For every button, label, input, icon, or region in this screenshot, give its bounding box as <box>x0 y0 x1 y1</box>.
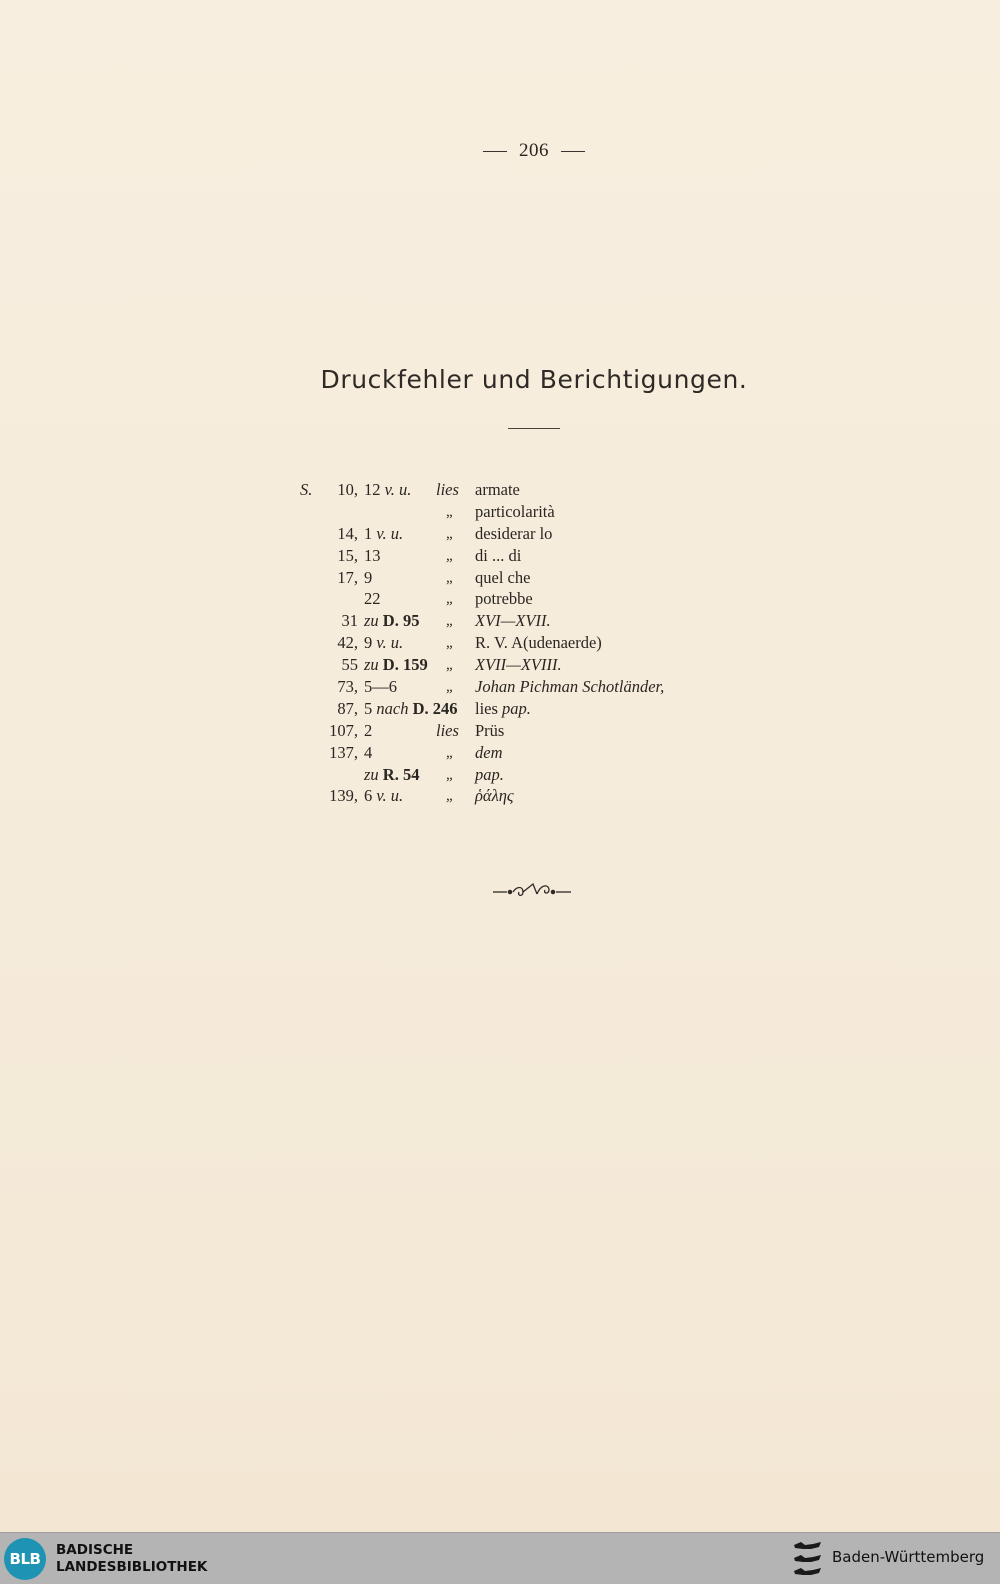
errata-page: 17, <box>337 567 358 587</box>
errata-page: 10, <box>337 480 358 499</box>
errata-fix <box>475 655 562 675</box>
errata-quote: „ <box>446 613 453 630</box>
errata-line-extra: v. u. <box>384 480 412 499</box>
errata-fix <box>475 502 555 522</box>
errata-fix <box>475 524 552 544</box>
errata-fix <box>475 480 520 500</box>
errata-quote: „ <box>446 591 453 608</box>
errata-page: 73, <box>337 677 358 697</box>
footer-bar <box>0 1532 1000 1584</box>
errata-fix-it2: pap. <box>502 698 531 718</box>
errata-fix <box>475 546 521 566</box>
errata-fix <box>475 633 602 653</box>
errata-page: 31 <box>341 611 358 631</box>
errata-line <box>364 655 428 675</box>
errata-fix-it: dem <box>475 742 503 762</box>
errata-fix <box>475 589 533 609</box>
errata-page: 107, <box>329 720 358 740</box>
errata-line: 6 <box>364 786 373 806</box>
page-number: 206 <box>0 140 1000 162</box>
errata-quote: „ <box>446 547 453 564</box>
errata-line-it: zu <box>364 655 379 675</box>
errata-fix-it: ῥάλης <box>475 786 514 806</box>
errata-fix <box>475 568 530 588</box>
errata-pre: S. <box>300 480 313 499</box>
errata-line-extra: v. u. <box>376 786 404 806</box>
errata-line: 5—6 <box>364 677 397 697</box>
errata-fix <box>475 721 504 741</box>
library-name[interactable]: BADISCHE LANDESBIBLIOTHEK <box>56 1542 208 1575</box>
errata-line <box>364 633 403 653</box>
errata-line <box>364 546 381 566</box>
errata-quote: „ <box>446 569 453 586</box>
errata-fix <box>475 743 503 763</box>
errata-fix: particolarità <box>475 501 555 521</box>
errata-quote: „ <box>446 525 453 542</box>
errata-line: 12 <box>364 480 381 499</box>
errata-line: 9 <box>364 567 373 587</box>
errata-line: 5 <box>364 698 373 718</box>
errata-fix <box>475 677 664 697</box>
dash-left <box>483 151 507 152</box>
three-lions-icon[interactable] <box>791 1539 825 1579</box>
errata-line <box>364 743 372 763</box>
ornament-icon <box>493 880 573 902</box>
errata-quote: „ <box>446 788 453 805</box>
errata-line-b: D. 246 <box>412 698 458 718</box>
errata-line: 9 <box>364 633 373 653</box>
errata-quote: „ <box>446 744 453 761</box>
state-name[interactable]: Baden-Württemberg <box>832 1548 985 1566</box>
errata-line-b: D. 95 <box>382 611 420 631</box>
errata-line <box>364 765 419 785</box>
errata-fix <box>475 699 531 719</box>
errata-line-b: R. 54 <box>382 764 420 784</box>
errata-line-it: zu <box>364 611 379 631</box>
errata-line-b: D. 159 <box>382 655 428 675</box>
errata-line <box>364 699 458 719</box>
errata-fix-it: pap. <box>475 764 504 784</box>
title-rule <box>508 428 560 429</box>
errata-page: 42, <box>337 633 358 653</box>
errata-fix <box>475 765 504 785</box>
errata-line-extra: v. u. <box>376 523 404 543</box>
errata-line <box>364 589 381 609</box>
errata-quote: „ <box>446 679 453 696</box>
errata-mark: lies <box>436 720 459 740</box>
errata-line <box>364 786 403 806</box>
errata-fix: potrebbe <box>475 589 533 609</box>
errata-fix: quel che <box>475 567 531 587</box>
errata-fix-it: XVII—XVIII. <box>475 655 562 675</box>
errata-line <box>364 524 403 544</box>
errata-page: 87, <box>337 698 358 718</box>
errata-quote: „ <box>446 503 453 520</box>
errata-page: 137, <box>329 742 358 762</box>
errata-fix <box>475 786 514 806</box>
errata-line-it: zu <box>364 764 379 784</box>
errata-page: 14, <box>337 523 358 543</box>
errata-quote: „ <box>446 635 453 652</box>
errata-fix-it: Johan Pichman Schotländer, <box>475 677 665 697</box>
errata-line-extra: v. u. <box>376 633 404 653</box>
errata-quote: „ <box>446 766 453 783</box>
errata-line <box>364 480 411 500</box>
errata-fix: desiderar lo <box>475 523 553 543</box>
errata-page: 55 <box>341 655 358 675</box>
errata-line-it: nach <box>376 698 409 718</box>
errata-fix: armate <box>475 480 520 499</box>
errata-fix: Prüs <box>475 720 505 740</box>
errata-quote: „ <box>446 657 453 674</box>
errata-line: 1 <box>364 523 373 543</box>
errata-line: 4 <box>364 742 373 762</box>
errata-fix: lies <box>475 698 498 718</box>
page-title: Druckfehler und Berichtigungen. <box>320 365 748 394</box>
errata-line <box>364 568 372 588</box>
errata-line <box>364 677 397 697</box>
errata-fix <box>475 611 551 631</box>
errata-fix: R. V. A(udenaerde) <box>475 633 602 653</box>
errata-page: 15, <box>337 545 358 565</box>
errata-mark: lies <box>436 480 459 499</box>
errata-line <box>364 611 419 631</box>
errata-fix: di ... di <box>475 545 522 565</box>
errata-page: 139, <box>329 786 358 806</box>
errata-line: 2 <box>364 720 373 740</box>
blb-logo[interactable]: BLB <box>4 1538 46 1580</box>
errata-line: 22 <box>364 589 381 609</box>
errata-fix-it: XVI—XVII. <box>475 611 551 631</box>
errata-line <box>364 721 372 741</box>
errata-line: 13 <box>364 545 381 565</box>
dash-right <box>561 151 585 152</box>
